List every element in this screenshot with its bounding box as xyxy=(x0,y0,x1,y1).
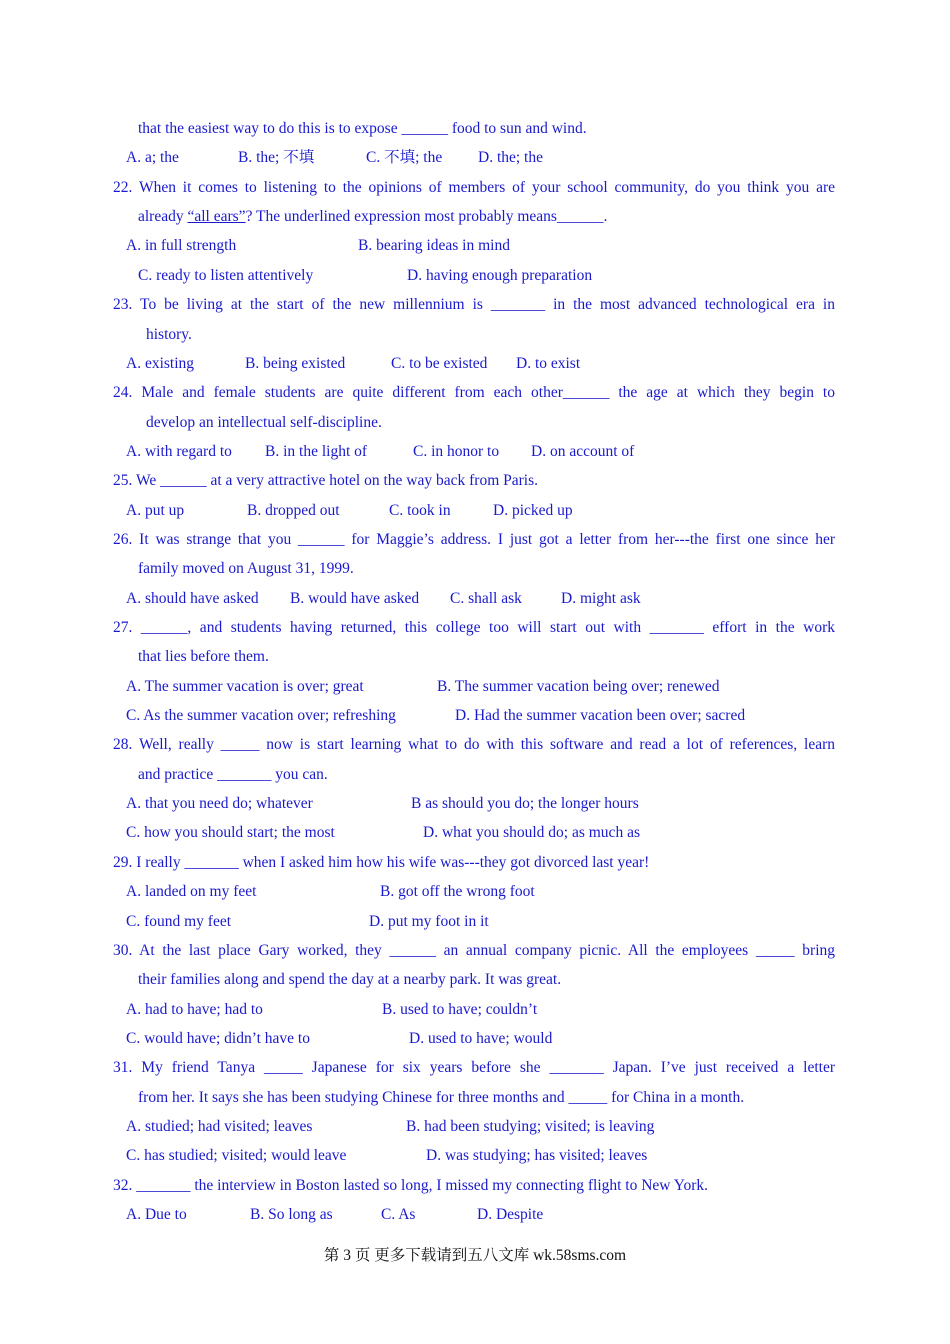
q30-option-b: B. used to have; couldn’t xyxy=(382,1001,538,1018)
q32-option-d: D. Despite xyxy=(477,1206,544,1223)
q27-option-a: A. The summer vacation is over; great xyxy=(126,678,364,695)
q24-question-cont: develop an intellectual self-discipline. xyxy=(146,414,382,431)
q24-question: 24. Male and female students are quite different from each other______ the age at which they begin to xyxy=(113,384,835,401)
q23-question-cont: history. xyxy=(146,326,192,343)
q24-option-b: B. in the light of xyxy=(265,443,368,460)
q25-option-b: B. dropped out xyxy=(247,502,340,519)
q22-underlined-phrase: “all ears” xyxy=(187,208,246,225)
q32-option-c: C. As xyxy=(381,1206,416,1223)
q21-option-a: A. a; the xyxy=(126,149,179,166)
q24-option-a: A. with regard to xyxy=(126,443,232,460)
q23-question: 23. To be living at the start of the new millennium is _______ in the most advanced technological era in xyxy=(113,296,835,313)
q29-option-b: B. got off the wrong foot xyxy=(380,883,535,900)
page-footer: 第 3 页 更多下载请到五八文库 wk.58sms.com xyxy=(323,1247,627,1264)
q28-option-c: C. how you should start; the most xyxy=(126,824,335,841)
q28-option-a: A. that you need do; whatever xyxy=(126,795,313,812)
q28-question-cont: and practice _______ you can. xyxy=(138,766,328,783)
q28-question: 28. Well, really _____ now is start learning what to do with this software and read a lot of references, learn xyxy=(113,736,835,753)
q25-option-d: D. picked up xyxy=(493,502,573,519)
q26-question-cont: family moved on August 31, 1999. xyxy=(138,560,354,577)
q22-option-b: B. bearing ideas in mind xyxy=(358,237,510,254)
q27-option-b: B. The summer vacation being over; renewed xyxy=(437,678,720,695)
q23-option-c: C. to be existed xyxy=(391,355,488,372)
q22-option-a: A. in full strength xyxy=(126,237,237,254)
q21-option-b: B. the; 不填 xyxy=(238,149,315,166)
q32-option-b: B. So long as xyxy=(250,1206,333,1223)
q28-option-b: B as should you do; the longer hours xyxy=(411,795,639,812)
q25-option-c: C. took in xyxy=(389,502,451,519)
q30-option-c: C. would have; didn’t have to xyxy=(126,1030,310,1047)
q26-option-d: D. might ask xyxy=(561,590,641,607)
q32-option-a: A. Due to xyxy=(126,1206,187,1223)
q22-question-cont xyxy=(138,207,607,227)
q27-option-d: D. Had the summer vacation been over; sacred xyxy=(455,707,746,724)
q31-option-c: C. has studied; visited; would leave xyxy=(126,1147,347,1164)
q22-option-d: D. having enough preparation xyxy=(407,267,593,284)
q30-question-cont: their families along and spend the day at a nearby park. It was great. xyxy=(138,971,562,988)
q22-prefix: already xyxy=(138,208,188,225)
q29-option-d: D. put my foot in it xyxy=(369,913,489,930)
q29-option-a: A. landed on my feet xyxy=(126,883,257,900)
q24-option-d: D. on account of xyxy=(531,443,635,460)
q21-text-line: that the easiest way to do this is to expose ______ food to sun and wind. xyxy=(138,120,587,137)
q22-question: 22. When it comes to listening to the opinions of members of your school community, do you think you are xyxy=(113,179,835,196)
q27-question: 27. ______, and students having returned, this college too will start out with _______ effort in the work xyxy=(113,619,835,636)
q30-option-a: A. had to have; had to xyxy=(126,1001,263,1018)
q28-option-d: D. what you should do; as much as xyxy=(423,824,640,841)
q25-question: 25. We ______ at a very attractive hotel on the way back from Paris. xyxy=(113,472,539,489)
q22-option-c: C. ready to listen attentively xyxy=(138,267,314,284)
q24-option-c: C. in honor to xyxy=(413,443,500,460)
q26-option-a: A. should have asked xyxy=(126,590,259,607)
q23-option-a: A. existing xyxy=(126,355,195,372)
q25-option-a: A. put up xyxy=(126,502,185,519)
q31-option-a: A. studied; had visited; leaves xyxy=(126,1118,313,1135)
q26-option-b: B. would have asked xyxy=(290,590,420,607)
q26-option-c: C. shall ask xyxy=(450,590,522,607)
q21-option-d: D. the; the xyxy=(478,149,543,166)
q26-question: 26. It was strange that you ______ for Maggie’s address. I just got a letter from her---the first one since her xyxy=(113,531,835,548)
q31-question: 31. My friend Tanya _____ Japanese for six years before she _______ Japan. I’ve just received a letter xyxy=(113,1059,835,1076)
q31-option-d: D. was studying; has visited; leaves xyxy=(426,1147,648,1164)
q31-option-b: B. had been studying; visited; is leaving xyxy=(406,1118,655,1135)
q30-option-d: D. used to have; would xyxy=(409,1030,553,1047)
q30-question: 30. At the last place Gary worked, they ______ an annual company picnic. All the employees _____ bring xyxy=(113,942,835,959)
q29-option-c: C. found my feet xyxy=(126,913,232,930)
q29-question: 29. I really _______ when I asked him how his wife was---they got divorced last year! xyxy=(113,854,650,871)
q21-option-c: C. 不填; the xyxy=(366,149,443,166)
q23-option-d: D. to exist xyxy=(516,355,581,372)
q31-question-cont: from her. It says she has been studying Chinese for three months and _____ for China in a month. xyxy=(138,1089,745,1106)
q27-question-cont: that lies before them. xyxy=(138,648,269,665)
q22-suffix: ? The underlined expression most probably means______. xyxy=(245,208,608,225)
q23-option-b: B. being existed xyxy=(245,355,346,372)
q32-question: 32. _______ the interview in Boston lasted so long, I missed my connecting flight to New York. xyxy=(113,1177,708,1194)
q27-option-c: C. As the summer vacation over; refreshing xyxy=(126,707,396,724)
